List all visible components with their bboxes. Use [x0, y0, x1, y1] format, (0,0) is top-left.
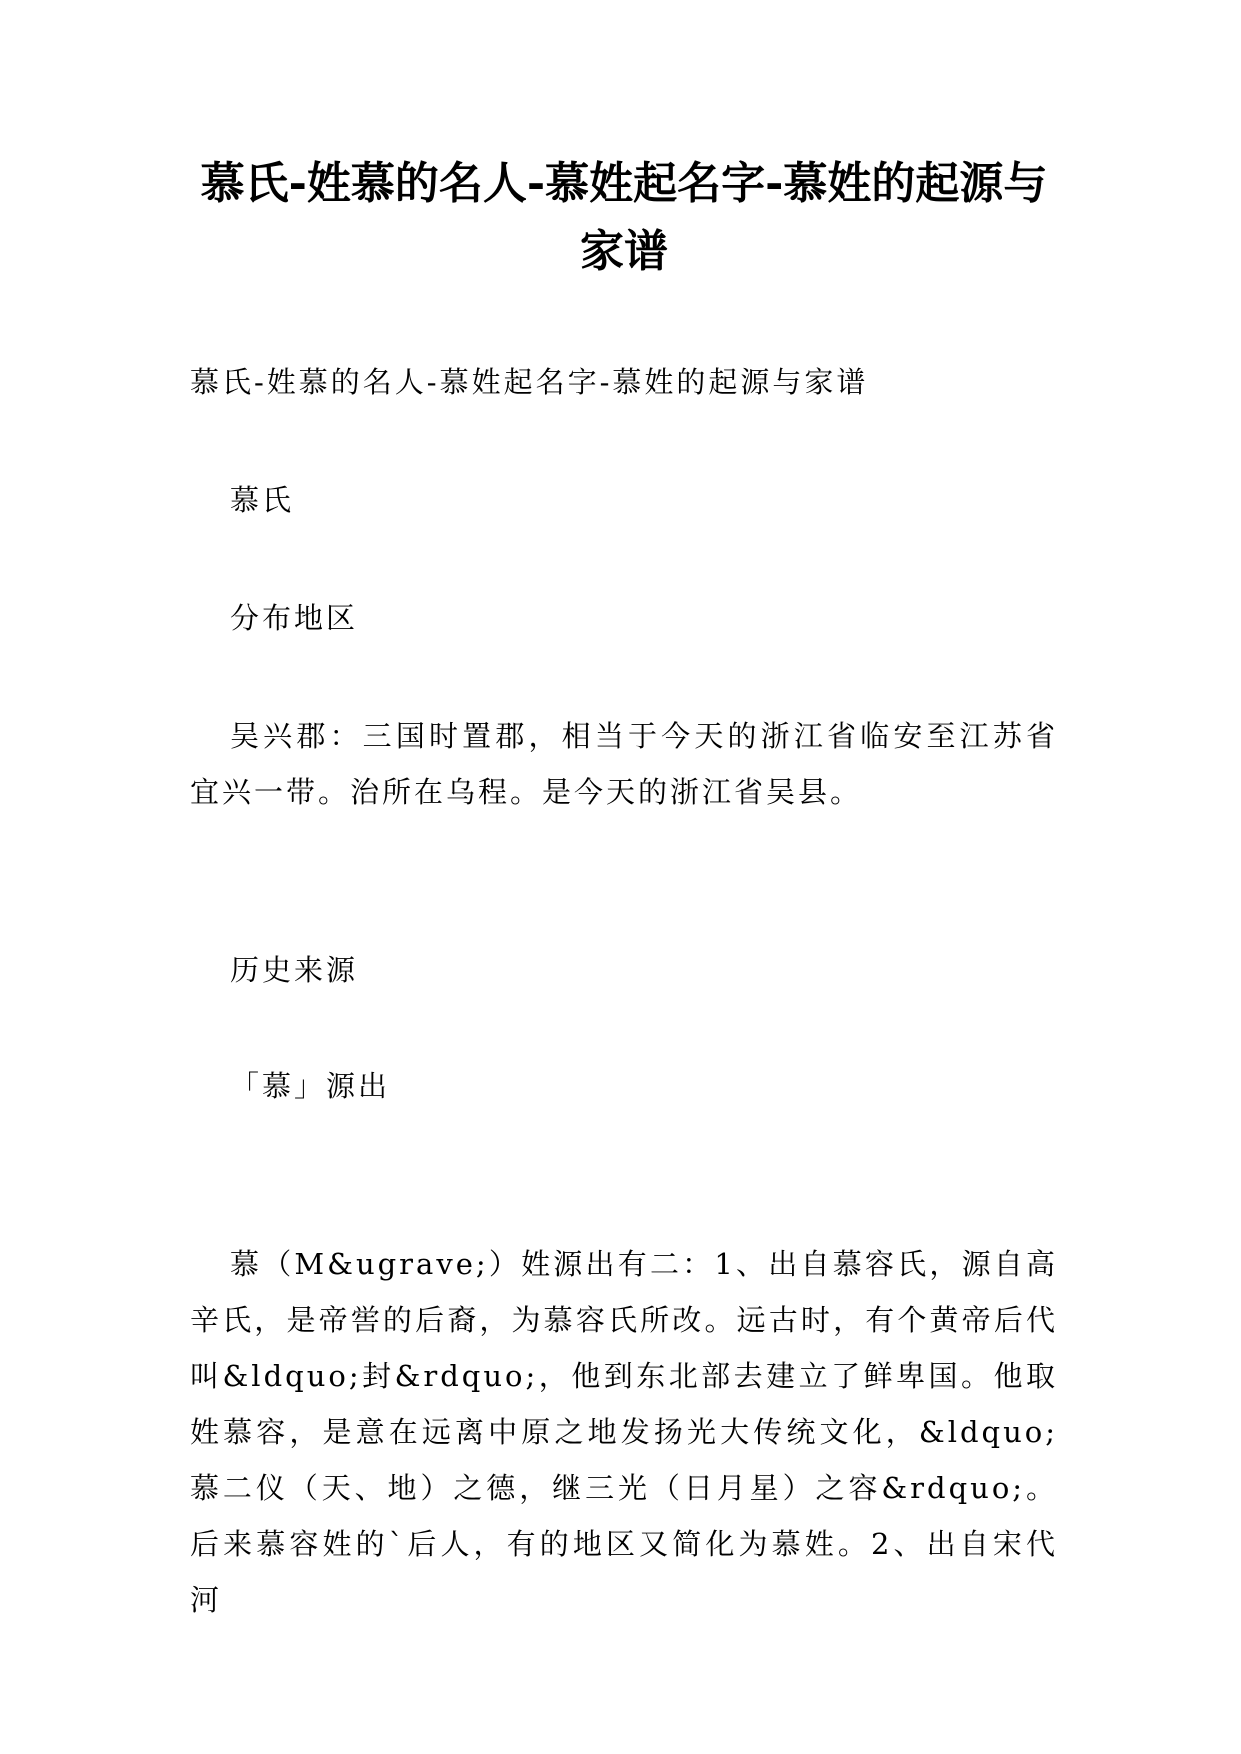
paragraph-wuxing-commandery: 吴兴郡：三国时置郡，相当于今天的浙江省临安至江苏省宜兴一带。治所在乌程。是今天的浙江省吴县。 [190, 719, 1058, 809]
paragraph-origin-body: 慕（M&ugrave;）姓源出有二：1、出自慕容氏，源自高辛氏，是帝喾的后裔，为慕容氏所改。远古时，有个黄帝后代叫&ldquo;封&rdquo;，他到东北部去建立了鲜卑国。他取姓慕容，是意在远离中原之地发扬光大传统文化，&ldquo;慕二仪（天、地）之德，继三光（日月星）之容&rdquo;。后来慕容姓的`后人，有的地区又简化为慕姓。2、出自宋代河 [190, 1247, 1058, 1617]
paragraph-distribution-heading: 分布地区 [230, 601, 359, 635]
paragraph-subtitle: 慕氏-姓慕的名人-慕姓起名字-慕姓的起源与家谱 [190, 365, 869, 399]
paragraph-source-heading: 「慕」源出 [230, 1069, 391, 1103]
paragraph-history-heading: 历史来源 [230, 953, 359, 987]
document-title: 慕氏-姓慕的名人-慕姓起名字-慕姓的起源与家谱 [200, 158, 1048, 277]
paragraph-surname: 慕氏 [230, 483, 295, 517]
